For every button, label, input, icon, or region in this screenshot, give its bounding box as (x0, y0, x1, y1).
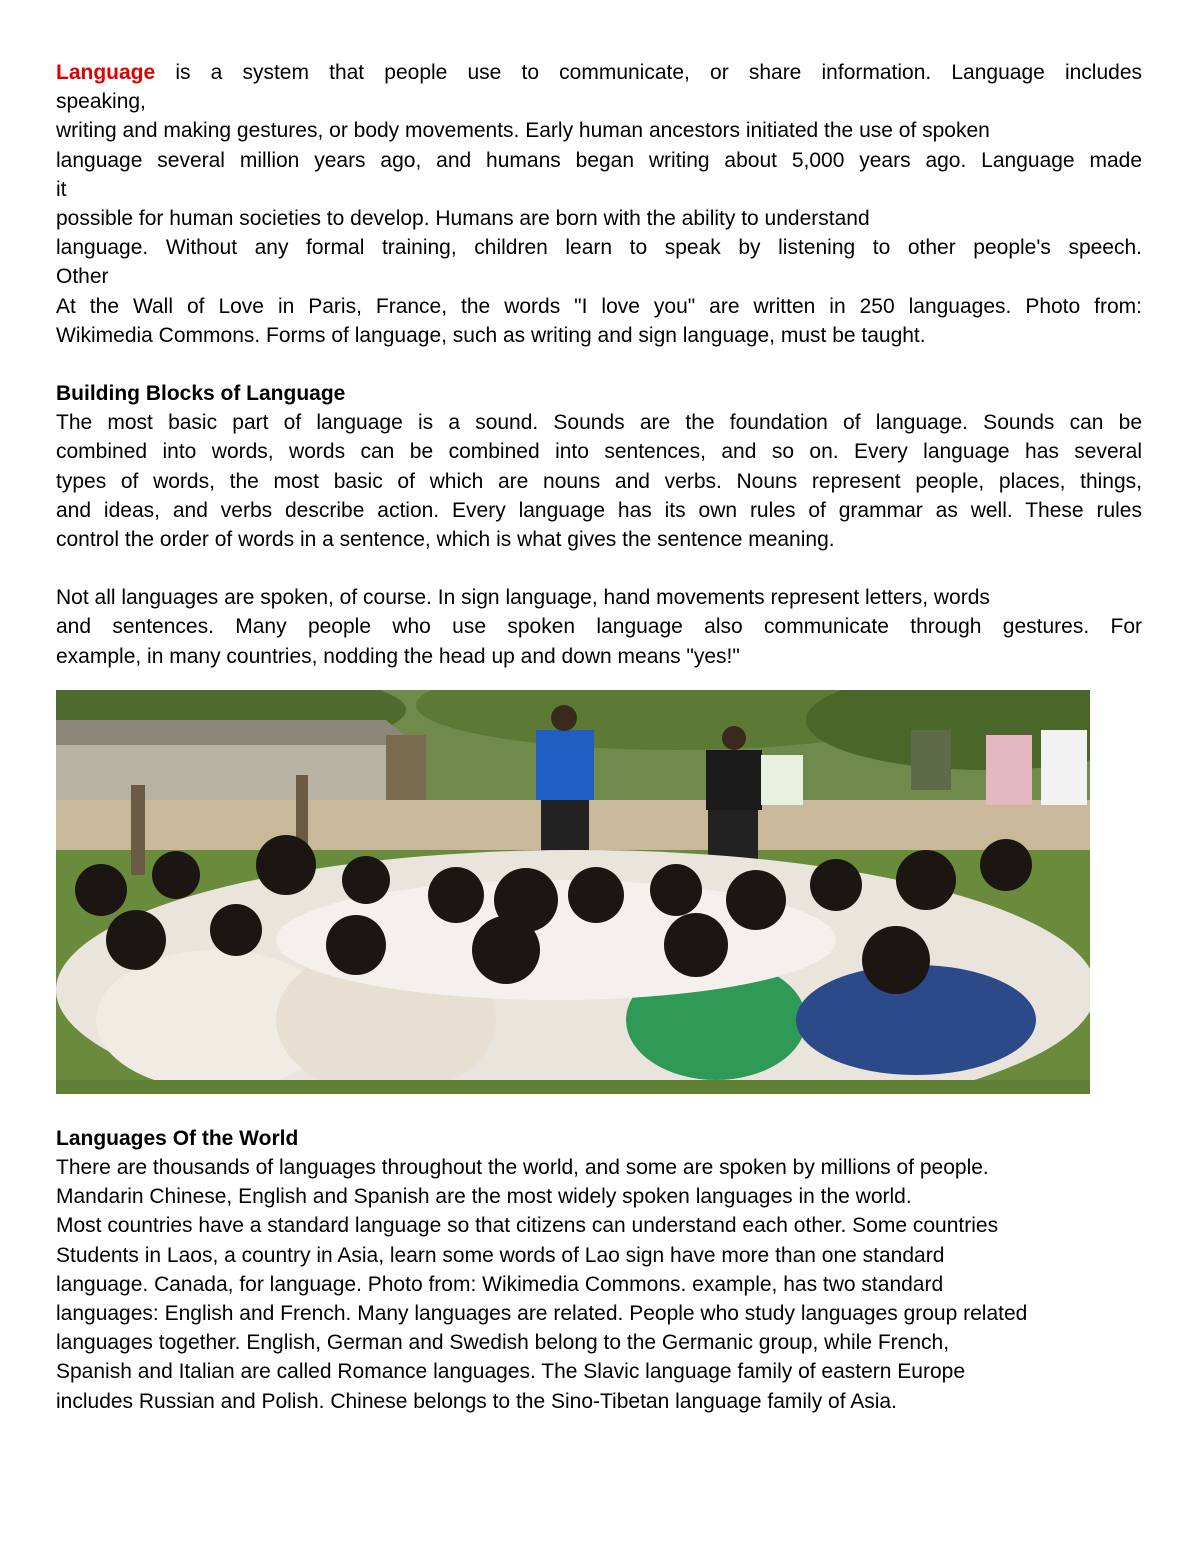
lw-line: Mandarin Chinese, English and Spanish are the most widely spoken languages in the world. (56, 1185, 912, 1209)
intro-line-9: At the Wall of Love in Paris, France, the words "I love you" are written in 250 languages. Photo from: (56, 294, 1142, 318)
bb-line: The most basic part of language is a sound. Sounds are the foundation of language. Sounds can be (56, 411, 1142, 435)
lw-line: There are thousands of languages throughout the world, and some are spoken by millions of people. (56, 1156, 989, 1180)
heading-building-blocks: Building Blocks of Language (56, 382, 346, 406)
bb-line: control the order of words in a sentence, which is what gives the sentence meaning. (56, 528, 835, 552)
keyword-language: Language (56, 61, 156, 84)
intro-line-3: writing and making gestures, or body movements. Early human ancestors initiated the use of spoken (56, 119, 990, 143)
lw-line: Spanish and Italian are called Romance languages. The Slavic language family of eastern Europe (56, 1360, 966, 1384)
intro-line-5: it (56, 177, 67, 201)
lw-line: Most countries have a standard language so that citizens can understand each other. Some countries (56, 1214, 999, 1238)
bb-line: and ideas, and verbs describe action. Every language has its own rules of grammar as well. These rules (56, 498, 1142, 522)
intro-line-10: Wikimedia Commons. Forms of language, such as writing and sign language, must be taught. (56, 323, 926, 347)
students-laos-photo (56, 690, 1090, 1094)
lw-line: languages: English and French. Many languages are related. People who study languages group related (56, 1302, 1028, 1326)
bb-line: combined into words, words can be combined into sentences, and so on. Every language has several (56, 440, 1142, 464)
intro-line-4: language several million years ago, and humans began writing about 5,000 years ago. Language made (56, 148, 1142, 172)
intro-line-1: Language is a system that people use to communicate, or share information. Language includes (56, 61, 1142, 84)
intro-line-2: speaking, (56, 90, 146, 114)
bb-line: types of words, the most basic of which are nouns and verbs. Nouns represent people, places, things, (56, 469, 1142, 493)
document-page (56, 58, 1142, 1416)
lw-line: includes Russian and Polish. Chinese belongs to the Sino-Tibetan language family of Asia. (56, 1389, 897, 1413)
lw-line: languages together. English, German and Swedish belong to the Germanic group, while French, (56, 1331, 950, 1355)
intro-line-6: possible for human societies to develop. Humans are born with the ability to understand (56, 207, 870, 231)
intro-line-8: Other (56, 265, 109, 289)
lw-line: Students in Laos, a country in Asia, learn some words of Lao sign have more than one standard (56, 1243, 945, 1267)
bb2-line: Not all languages are spoken, of course. In sign language, hand movements represent letters, words (56, 586, 990, 610)
bb2-line: and sentences. Many people who use spoken language also communicate through gestures. For (56, 615, 1142, 639)
photo-illustration (56, 690, 1090, 1094)
heading-languages-world: Languages Of the World (56, 1126, 299, 1150)
intro-line-7: language. Without any formal training, children learn to speak by listening to other people's speech. (56, 236, 1142, 260)
lw-line: language. Canada, for language. Photo from: Wikimedia Commons. example, has two standard (56, 1272, 944, 1296)
bb2-line: example, in many countries, nodding the head up and down means "yes!" (56, 644, 740, 668)
